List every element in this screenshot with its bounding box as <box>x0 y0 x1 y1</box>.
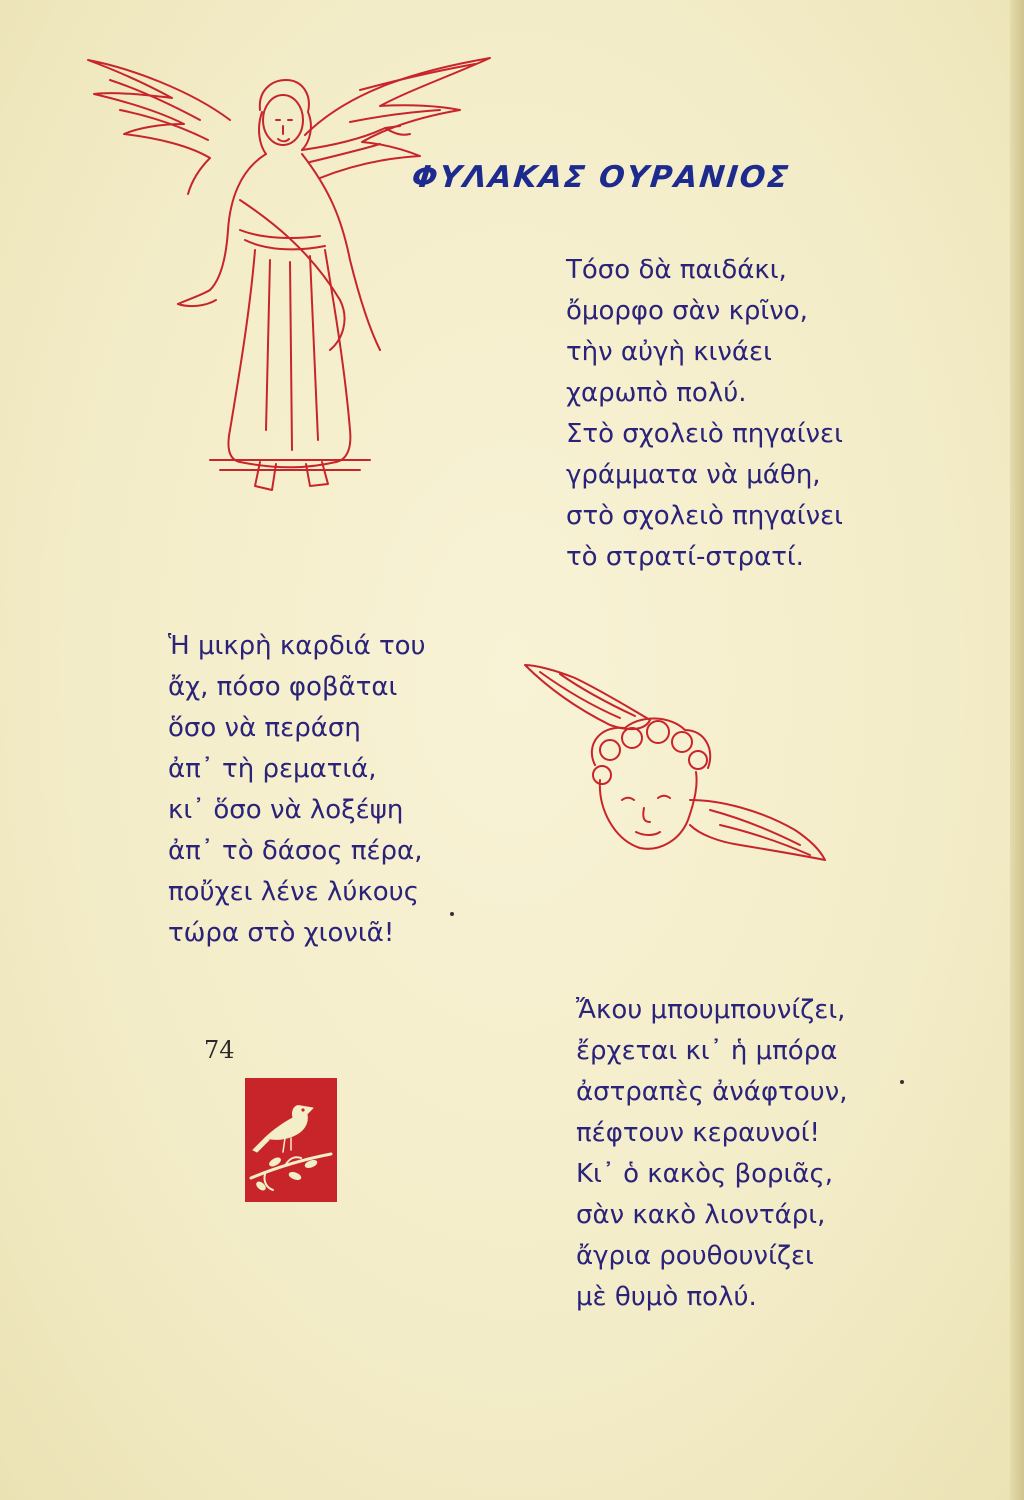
verse-line: ποὔχει λένε λύκους <box>168 877 419 907</box>
verse-line: Τόσο δὰ παιδάκι, <box>566 255 787 285</box>
verse-line: τὸ στρατί-στρατί. <box>566 542 804 572</box>
paper-speck <box>900 1080 904 1084</box>
verse-line: ἀπ᾽ τὴ ρεματιά, <box>168 754 377 784</box>
verse-line: ὅσο νὰ περάση <box>168 713 361 743</box>
verse-line: χαρωπὸ πολύ. <box>566 378 747 408</box>
bird-on-branch-stamp <box>245 1078 337 1202</box>
verse-line: Ἡ μικρὴ καρδιά του <box>168 631 426 661</box>
angel-illustration <box>80 50 500 500</box>
cherub-head-illustration <box>520 660 830 870</box>
poem-title: ΦΥΛΑΚΑΣ ΟΥΡΑΝΙΟΣ <box>410 160 792 195</box>
verse-line: κι᾽ ὅσο νὰ λοξέψη <box>168 795 404 825</box>
verse-line: τώρα στὸ χιονιᾶ! <box>168 918 395 948</box>
verse-line: μὲ θυμὸ πολύ. <box>576 1282 757 1312</box>
verse-line: ἄχ, πόσο φοβᾶται <box>168 672 398 702</box>
verse-line: ἀπ᾽ τὸ δάσος πέρα, <box>168 836 423 866</box>
verse-line: σὰν κακὸ λιοντάρι, <box>576 1200 826 1230</box>
stanza-2 <box>168 626 426 954</box>
verse-line: στὸ σχολειὸ πηγαίνει <box>566 501 843 531</box>
verse-line: Ἄκου μπουμπουνίζει, <box>576 995 846 1025</box>
verse-line: ἄγρια ρουθουνίζει <box>576 1241 814 1271</box>
verse-line: ἔρχεται κι᾽ ἡ μπόρα <box>576 1036 838 1066</box>
paper-speck <box>450 912 454 916</box>
verse-line: γράμματα νὰ μάθη, <box>566 460 821 490</box>
stanza-1 <box>566 250 843 578</box>
verse-line: ὄμορφο σὰν κρῖνο, <box>566 296 808 326</box>
page-number: 74 <box>204 1036 235 1064</box>
verse-line: ἀστραπὲς ἀνάφτουν, <box>576 1077 848 1107</box>
verse-line: τὴν αὐγὴ κινάει <box>566 337 772 367</box>
verse-line: πέφτουν κεραυνοί! <box>576 1118 820 1148</box>
verse-line: Κι᾽ ὁ κακὸς βοριᾶς, <box>576 1159 833 1189</box>
page-edge <box>1010 0 1024 1500</box>
verse-line: Στὸ σχολειὸ πηγαίνει <box>566 419 843 449</box>
stanza-3 <box>576 990 848 1318</box>
